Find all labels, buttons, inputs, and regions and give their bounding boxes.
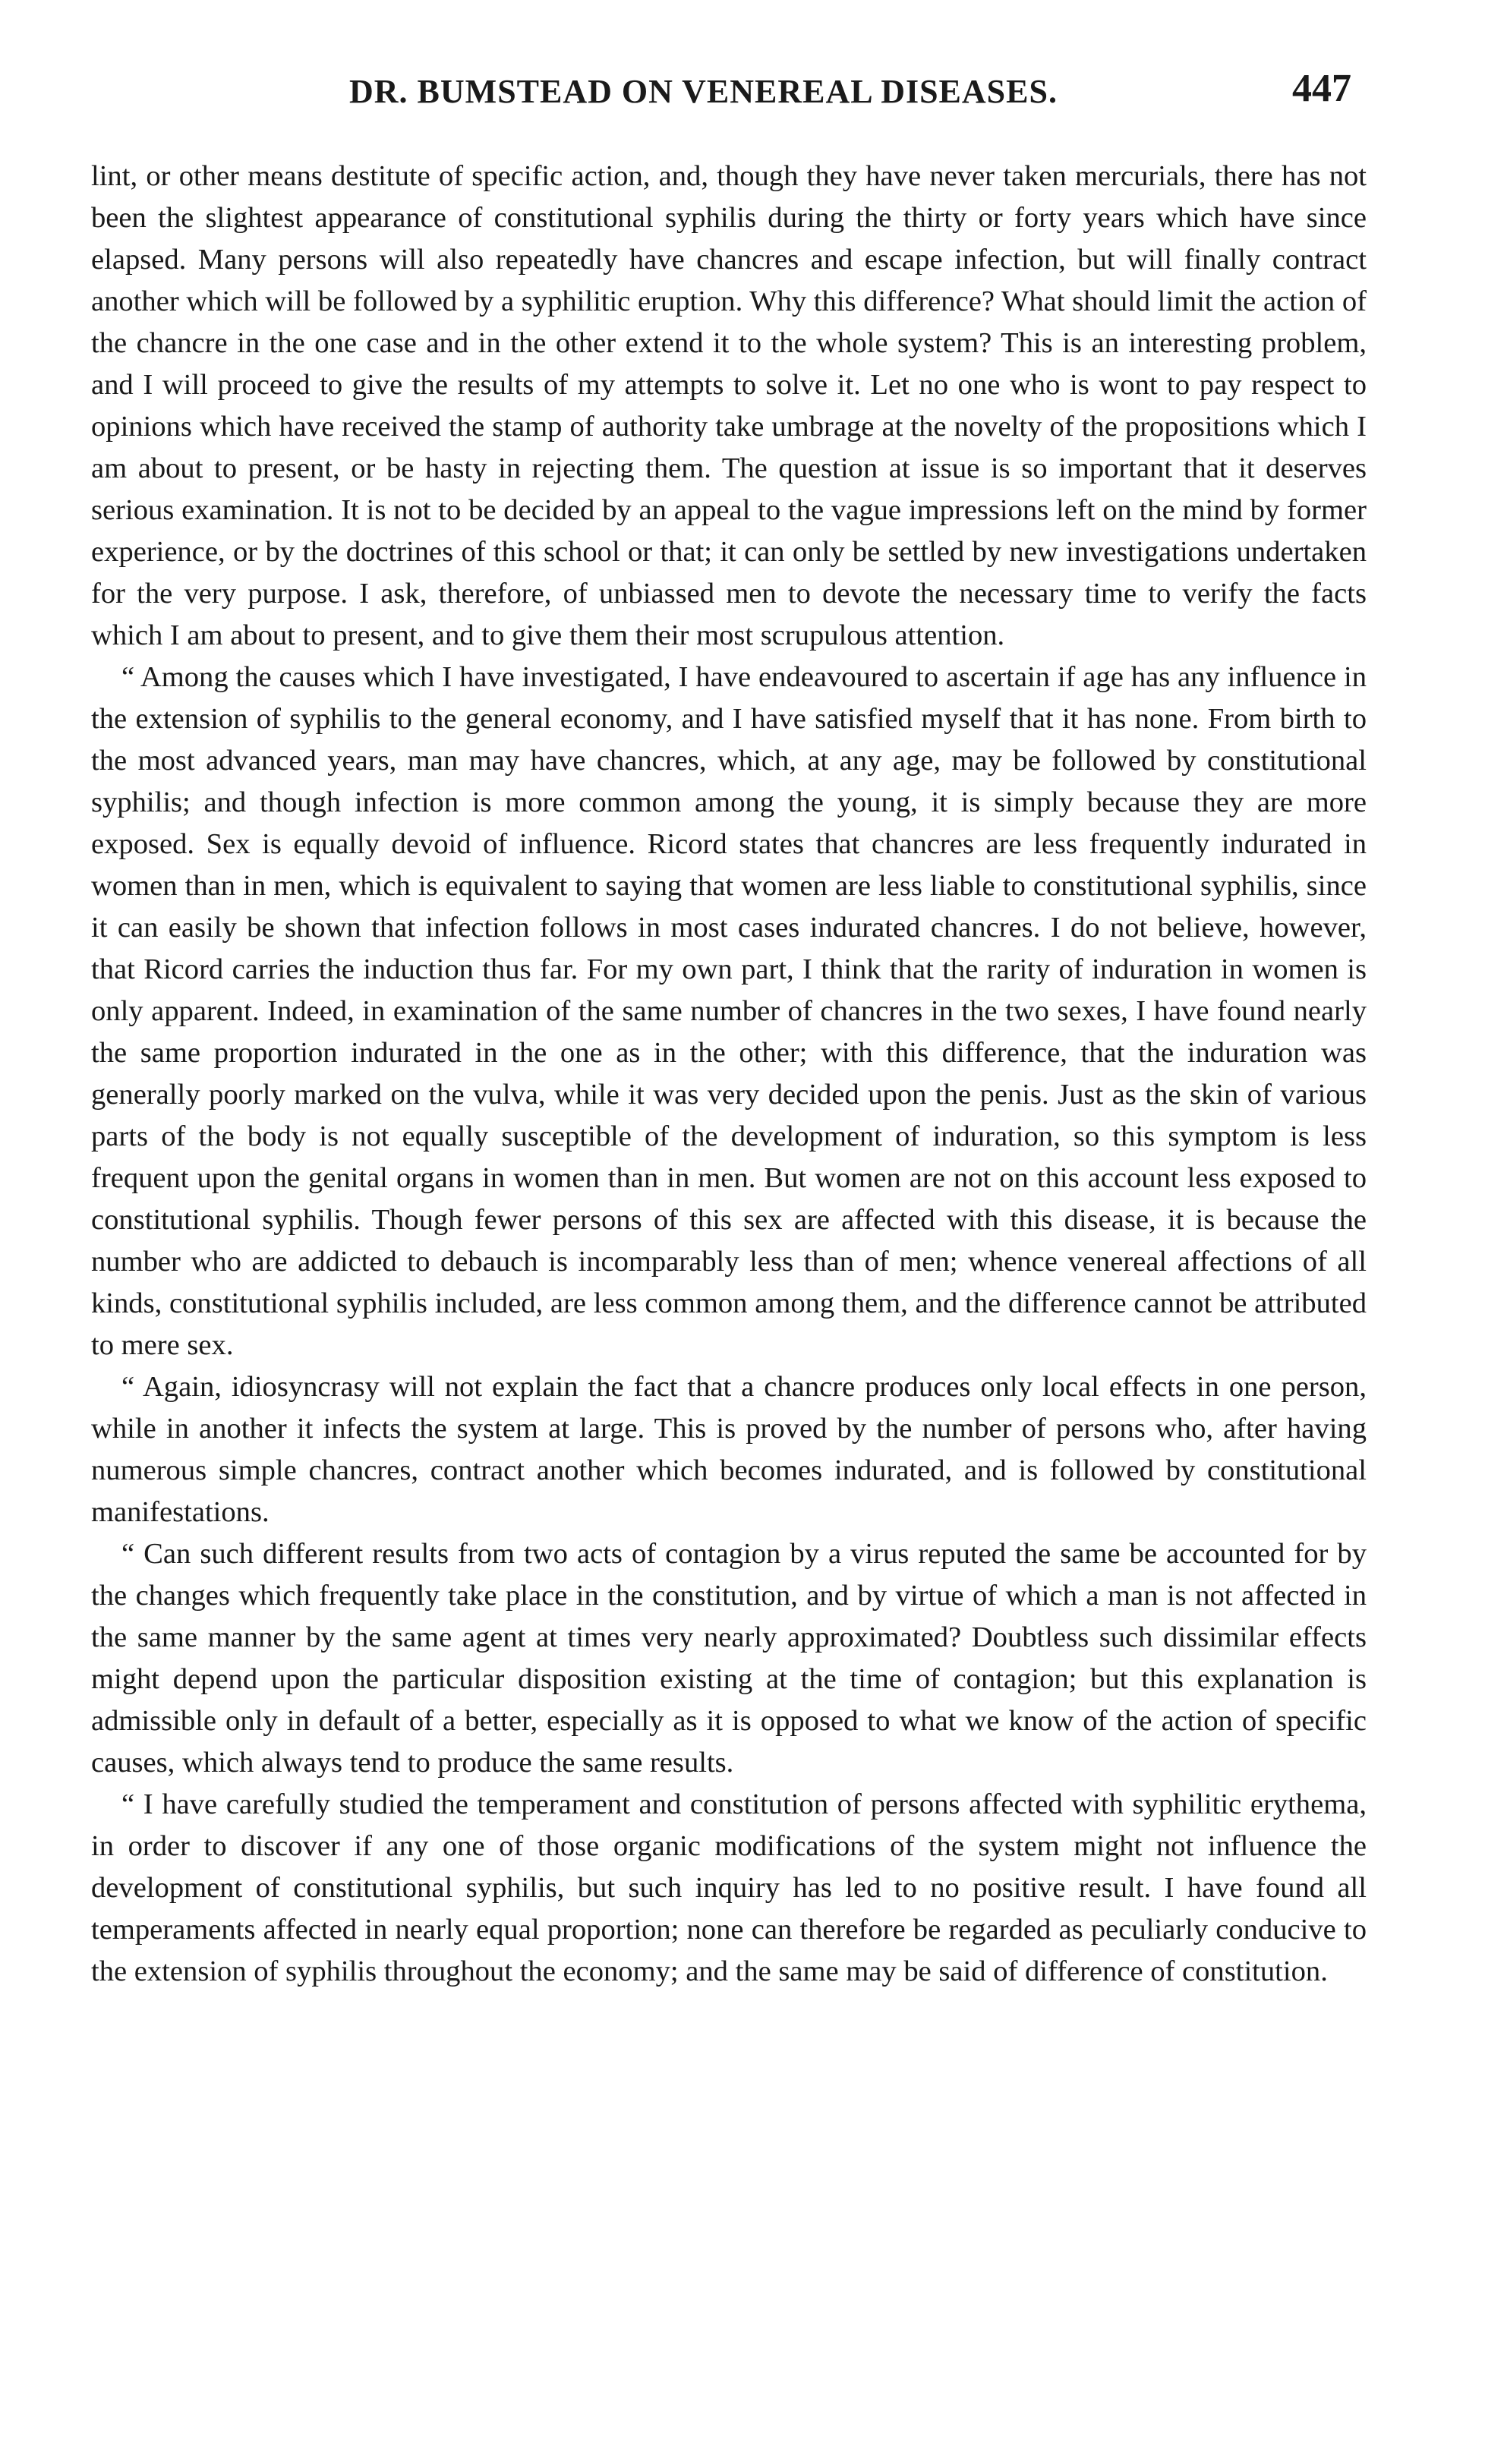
running-title: DR. BUMSTEAD ON VENEREAL DISEASES.: [349, 73, 1058, 110]
paragraph-age-and-sex: “ Among the causes which I have investigated, I have endeavoured to ascertain if age has any influence in the extension of syphilis to the general economy, and I have satisfied myself that it has none. From birth to the most advanced years, man may have chancres, which, at any age, may be followed by constitutional syphilis; and though infection is more common among the young, it is simply because they are more exposed. Sex is equally devoid of influence. Ricord states that chancres are less frequently indurated in women than in men, which is equivalent to saying that women are less liable to constitutional syphilis, since it can easily be shown that infection follows in most cases indurated chancres. I do not believe, however, that Ricord carries the induction thus far. For my own part, I think that the rarity of induration in women is only apparent. Indeed, in examination of the same number of chancres in the two sexes, I have found nearly the same proportion indurated in the one as in the other; with this difference, that the induration was generally poorly marked on the vulva, while it was very decided upon the penis. Just as the skin of various parts of the body is not equally susceptible of the development of induration, so this symptom is less frequent upon the genital organs in women than in men. But women are not on this account less exposed to constitutional syphilis. Though fewer persons of this sex are affected with this disease, it is because the number who are addicted to debauch is incomparably less than of men; whence venereal affections of all kinds, constitutional syphilis included, are less common among them, and the difference cannot be attributed to mere sex.: [91, 661, 1367, 1361]
body-text: [91, 156, 1367, 1993]
paragraph-temperament: “ I have carefully studied the temperament and constitution of persons affected with syphilitic erythema, in order to discover if any one of those organic modifications of the system might not influence the development of constitutional syphilis, but such inquiry has led to no positive result. I have found all temperaments affected in nearly equal proportion; none can therefore be regarded as peculiarly conducive to the extension of syphilis throughout the economy; and the same may be said of difference of constitution.: [91, 1788, 1367, 1987]
page-number: 447: [1292, 67, 1351, 110]
paragraph-continuation: lint, or other means destitute of specific action, and, though they have never taken mercurials, there has not been the slightest appearance of constitutional syphilis during the thirty or forty years which have since elapsed. Many persons will also repeatedly have chancres and escape infection, but will finally contract another which will be followed by a syphilitic eruption. Why this difference? What should limit the action of the chancre in the one case and in the other extend it to the whole system? This is an interesting problem, and I will proceed to give the results of my attempts to solve it. Let no one who is wont to pay respect to opinions which have received the stamp of authority take umbrage at the novelty of the propositions which I am about to present, or be hasty in rejecting them. The question at issue is so important that it deserves serious examination. It is not to be decided by an appeal to the vague impressions left on the mind by former experience, or by the doctrines of this school or that; it can only be settled by new investigations undertaken for the very purpose. I ask, therefore, of unbiassed men to devote the necessary time to verify the facts which I am about to present, and to give them their most scrupulous attention.: [91, 160, 1367, 651]
paragraph-contagion: “ Can such different results from two acts of contagion by a virus reputed the same be accounted for by the changes which frequently take place in the constitution, and by virtue of which a man is not affected in the same manner by the same agent at times very nearly approximated? Doubtless such dissimilar effects might depend upon the particular disposition existing at the time of contagion; but this explanation is admissible only in default of a better, especially as it is opposed to what we know of the action of specific causes, which always tend to produce the same results.: [91, 1538, 1367, 1779]
paragraph-idiosyncrasy: “ Again, idiosyncrasy will not explain the fact that a chancre produces only local effects in one person, while in another it infects the system at large. This is proved by the number of persons who, after having numerous simple chancres, contract another which becomes indurated, and is followed by constitutional manifestations.: [91, 1371, 1367, 1528]
running-header: [91, 67, 1367, 125]
